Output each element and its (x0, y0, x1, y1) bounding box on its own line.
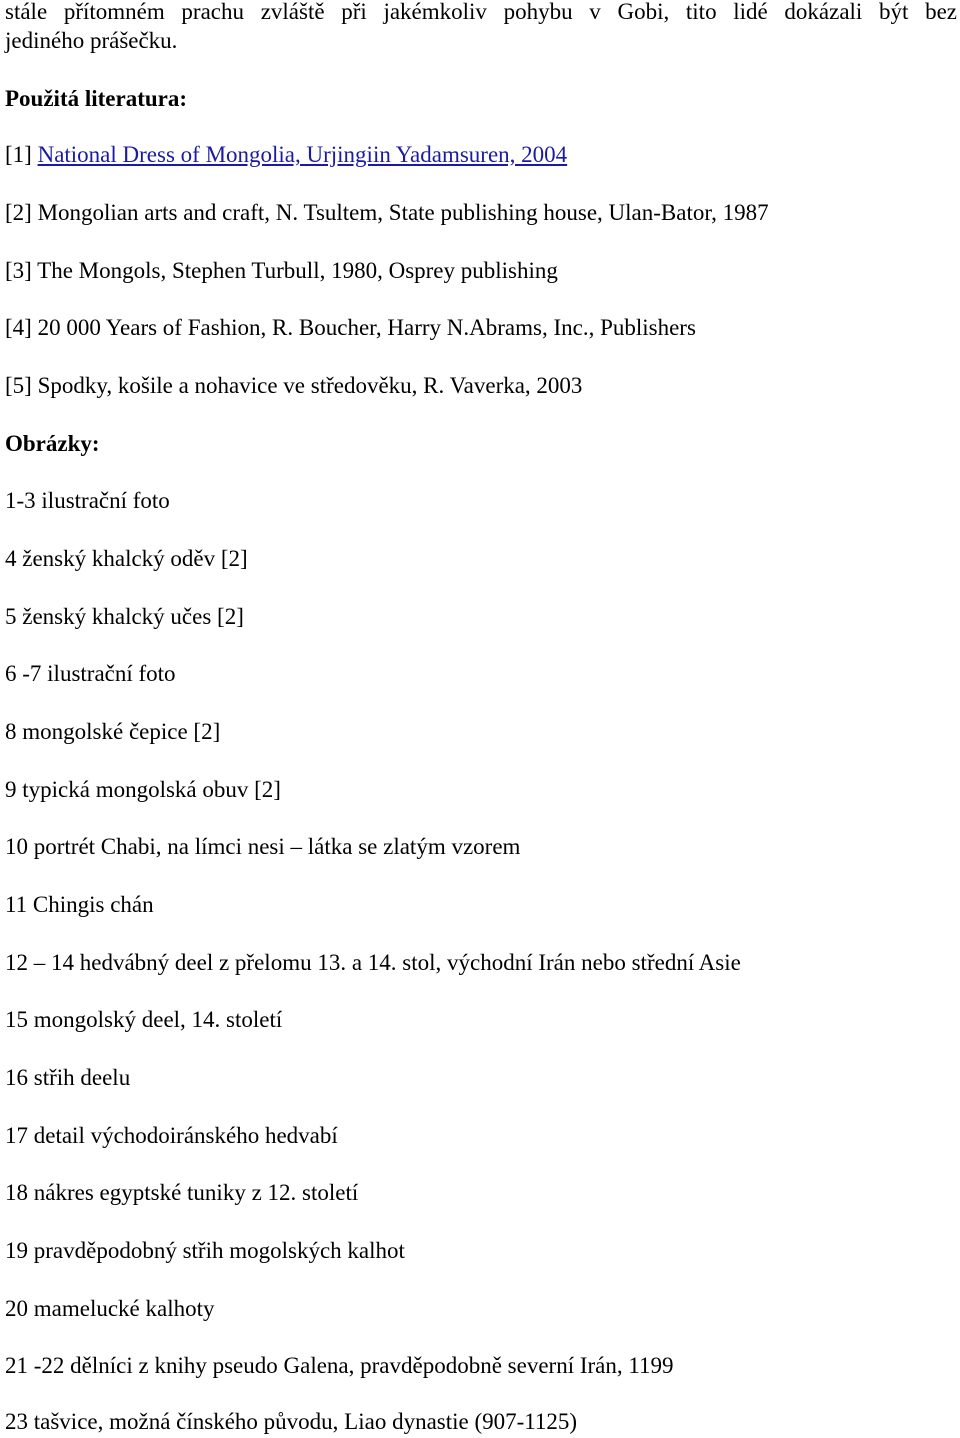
figure-item: 11 Chingis chán (5, 892, 154, 917)
figure-item: 21 -22 dělníci z knihy pseudo Galena, pravděpodobně severní Irán, 1199 (5, 1353, 674, 1378)
figure-item: 20 mamelucké kalhoty (5, 1296, 215, 1321)
reference-text: 20 000 Years of Fashion, R. Boucher, Harry N.Abrams, Inc., Publishers (37, 315, 696, 340)
figure-item: 23 tašvice, možná čínského původu, Liao dynastie (907-1125) (5, 1409, 578, 1434)
figure-item: 4 ženský khalcký oděv [2] (5, 546, 248, 571)
figure-item: 9 typická mongolská obuv [2] (5, 777, 281, 802)
reference-number: [4] (5, 315, 32, 340)
reference-item (5, 198, 769, 227)
figure-item: 16 střih deelu (5, 1065, 131, 1090)
figure-item: 18 nákres egyptské tuniky z 12. století (5, 1180, 359, 1205)
literature-heading: Použitá literatura: (5, 86, 188, 111)
figure-item: 6 -7 ilustrační foto (5, 661, 176, 686)
reference-number: [1] (5, 142, 32, 167)
reference-text: The Mongols, Stephen Turbull, 1980, Osprey publishing (37, 258, 558, 283)
reference-text: Mongolian arts and craft, N. Tsultem, State publishing house, Ulan-Bator, 1987 (37, 200, 769, 225)
reference-link[interactable]: National Dress of Mongolia, Urjingiin Yadamsuren, 2004 (37, 142, 568, 167)
reference-item (5, 140, 567, 169)
figure-item: 15 mongolský deel, 14. století (5, 1007, 283, 1032)
intro-line-2: jediného prášečku. (5, 28, 178, 53)
figure-item: 1-3 ilustrační foto (5, 488, 170, 513)
figure-item: 8 mongolské čepice [2] (5, 719, 221, 744)
reference-text: Spodky, košile a nohavice ve středověku, R. Vaverka, 2003 (37, 373, 583, 398)
figures-heading: Obrázky: (5, 431, 100, 456)
figure-item: 19 pravděpodobný střih mogolských kalhot (5, 1238, 405, 1263)
figure-item: 17 detail východoiránského hedvabí (5, 1123, 338, 1148)
intro-line-1: stále přítomném prachu zvláště při jakémkoliv pohybu v Gobi, tito lidé dokázali být bez (5, 0, 957, 24)
reference-item (5, 256, 558, 285)
intro-paragraph (5, 0, 957, 55)
figure-item: 5 ženský khalcký učes [2] (5, 604, 244, 629)
reference-number: [5] (5, 373, 32, 398)
figure-item: 12 – 14 hedvábný deel z přelomu 13. a 14. stol, východní Irán nebo střední Asie (5, 950, 741, 975)
figure-item: 10 portrét Chabi, na límci nesi – látka se zlatým vzorem (5, 834, 521, 859)
reference-number: [2] (5, 200, 32, 225)
reference-item (5, 371, 582, 400)
reference-item (5, 313, 696, 342)
reference-number: [3] (5, 258, 32, 283)
